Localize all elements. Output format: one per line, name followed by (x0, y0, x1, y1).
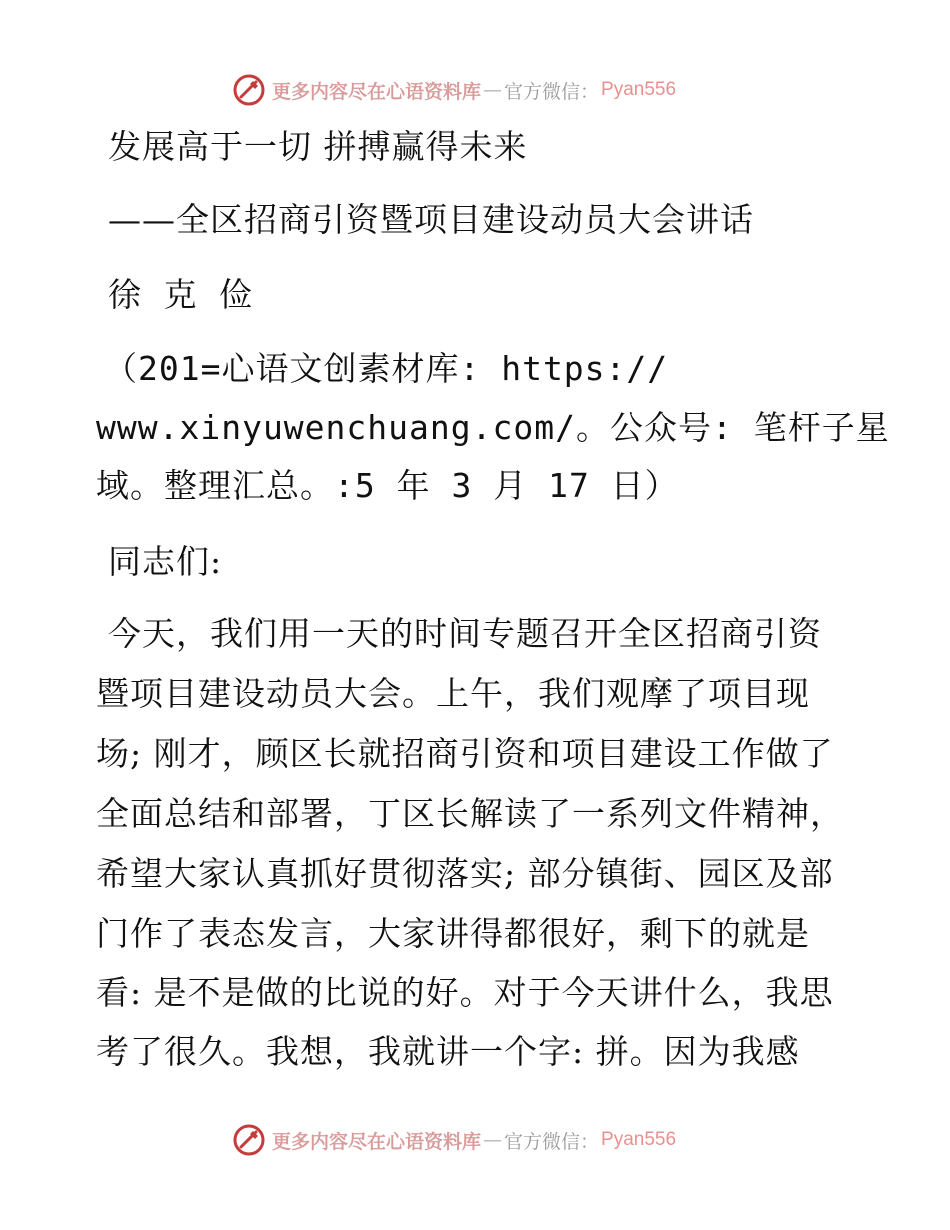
brush-logo-icon (232, 73, 266, 107)
watermark-wechat-id: Pyan556 (601, 1129, 677, 1150)
body-line-4: 全面总结和部署，丁区长解读了一系列文件精神， (96, 794, 844, 833)
document-author: 徐 克 俭 (108, 275, 258, 314)
watermark-wechat-id: Pyan556 (601, 79, 677, 100)
body-line-8: 考了很久。我想，我就讲一个字: 拼。因为我感 (96, 1032, 800, 1071)
greeting: 同志们: (108, 542, 223, 581)
watermark-text: 更多内容尽在心语资料库 (272, 1130, 482, 1153)
body-line-3: 场; 刚才，顾区长就招商引资和项目建设工作做了 (96, 734, 834, 773)
note-line-3: 域。整理汇总。:5 年 3 月 17 日） (96, 466, 679, 505)
body-line-6: 门作了表态发言，大家讲得都很好，剩下的就是 (96, 914, 810, 953)
note-line-1: （201=心语文创素材库: https:// (104, 349, 669, 388)
body-line-7: 看: 是不是做的比说的好。对于今天讲什么，我思 (96, 973, 834, 1012)
document-subtitle: ——全区招商引资暨项目建设动员大会讲话 (108, 200, 754, 239)
body-line-5: 希望大家认真抓好贯彻落实; 部分镇街、园区及部 (96, 854, 834, 893)
note-line-2: www.xinyuwenchuang.com/。公众号: 笔杆子星 (96, 408, 890, 447)
body-line-1: 今天，我们用一天的时间专题召开全区招商引资 (108, 614, 822, 653)
watermark-official-label: 官方微信： (504, 1130, 600, 1153)
watermark-banner-top (232, 72, 752, 108)
watermark-separator: — (483, 1129, 503, 1151)
brush-logo-icon (232, 1123, 266, 1157)
watermark-separator: — (483, 79, 503, 101)
watermark-text: 更多内容尽在心语资料库 (272, 80, 482, 103)
watermark-banner-bottom (232, 1122, 752, 1158)
document-title: 发展高于一切 拼搏赢得未来 (108, 127, 528, 166)
watermark-official-label: 官方微信： (504, 80, 600, 103)
body-line-2: 暨项目建设动员大会。上午，我们观摩了项目现 (96, 674, 810, 713)
